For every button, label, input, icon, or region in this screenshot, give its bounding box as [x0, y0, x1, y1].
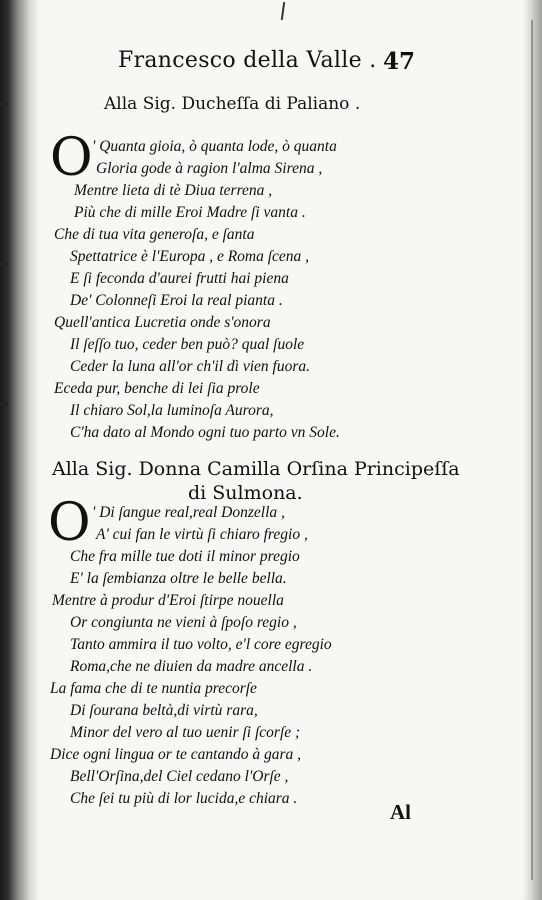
verse-line: Or congiunta ne vieni à ſpoſo regio ,	[70, 614, 297, 631]
verse-line: Mentre à produr d'Eroi ſtirpe nouella	[52, 592, 284, 609]
verse-line: La fama che di te nuntia precorſe	[50, 680, 257, 697]
verse-line: ' Quanta gioia, ò quanta lode, ò quanta	[92, 138, 337, 155]
verse-line: Eceda pur, benche di lei ſia prole	[54, 380, 260, 397]
verse-line: Che ſei tu più di lor lucida,e chiara .	[70, 790, 298, 807]
poem-1-dropcap: O	[50, 128, 93, 188]
verse-line: Il ſeſſo tuo, ceder ben può? qual ſuole	[70, 336, 305, 353]
verse-line: Che fra mille tue doti il minor pregio	[70, 548, 300, 565]
page-number: 47	[383, 48, 416, 75]
catchword: Al	[390, 800, 411, 824]
verse-line: Bell'Orſina,del Ciel cedano l'Orſe ,	[70, 768, 289, 785]
verse-line: Di ſourana beltà,di virtù rara,	[70, 702, 258, 719]
verse-line: Che di tua vita generoſa, e ſanta	[54, 226, 255, 243]
verse-line: Gloria gode à ragion l'alma Sirena ,	[96, 160, 323, 177]
verse-line: Ceder la luna all'or ch'il dì vien fuora.	[70, 358, 310, 375]
verse-line: E ſi feconda d'aurei frutti hai piena	[70, 270, 289, 287]
page-edge-shadow	[522, 0, 542, 900]
gutter-mark	[0, 402, 8, 405]
page-gutter-shadow	[0, 0, 40, 900]
poem-2-heading-continued: di Sulmona.	[188, 482, 303, 504]
verse-line: Mentre lieta di tè Diua terrena ,	[74, 182, 273, 199]
verse-line: Dice ogni lingua or te cantando à gara ,	[50, 746, 301, 763]
verse-line: Il chiaro Sol,la luminoſa Aurora,	[70, 402, 274, 419]
verse-line: Tanto ammira il tuo volto, e'l core egregio	[70, 636, 332, 653]
verse-line: ' Di ſangue real,real Donzella ,	[92, 504, 285, 521]
gutter-mark	[0, 102, 8, 105]
poem-2-dropcap: O	[48, 493, 91, 553]
verse-line: Minor del vero al tuo uenir ſi ſcorſe ;	[70, 724, 301, 741]
running-header: Francesco della Valle .	[118, 48, 377, 73]
top-mark	[281, 2, 285, 20]
verse-line: Quell'antica Lucretia onde s'onora	[54, 314, 271, 331]
poem-1-heading: Alla Sig. Ducheſſa di Paliano .	[104, 94, 361, 114]
verse-line: E' la ſembianza oltre le belle bella.	[70, 570, 287, 587]
gutter-mark	[0, 262, 8, 265]
poem-2-heading: Alla Sig. Donna Camilla Orſina Principeſſa	[52, 458, 460, 480]
verse-line: Più che di mille Eroi Madre ſi vanta .	[74, 204, 306, 221]
verse-line: C'ha dato al Mondo ogni tuo parto vn Sole.	[70, 424, 340, 441]
verse-line: De' Colonneſi Eroi la real pianta .	[70, 292, 283, 309]
verse-line: Roma,che ne diuien da madre ancella .	[70, 658, 313, 675]
verse-line: Spettatrice è l'Europa , e Roma ſcena ,	[70, 248, 310, 265]
verse-line: A' cui fan le virtù ſi chiaro fregio ,	[96, 526, 308, 543]
